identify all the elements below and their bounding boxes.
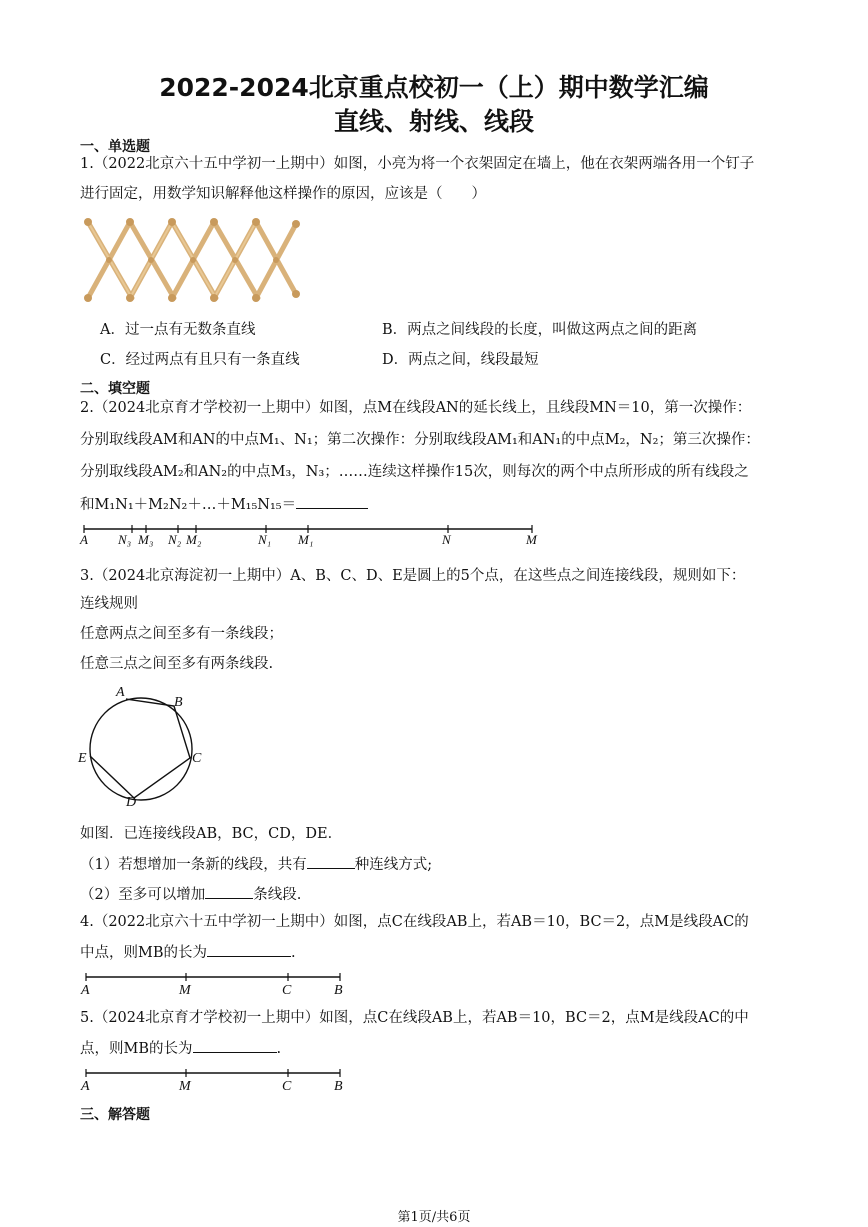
q5-line-1: 5.（2024北京育才学校初一上期中）如图，点C在线段AB上，若AB＝10，BC＝2，点M是线段AC的中	[80, 1010, 749, 1026]
q5-answer-blank[interactable]	[193, 1038, 277, 1053]
q3-line-5: 如图．已连接线段AB，BC，CD，DE．	[80, 826, 343, 842]
q3-line-2: 连线规则	[80, 596, 138, 612]
q5-label-b: B	[334, 1079, 343, 1092]
q1-option-c: C．经过两点有且只有一条直线	[100, 352, 300, 368]
q2-label-n2: N₂	[168, 532, 182, 547]
q3-sub2-blank[interactable]	[205, 884, 253, 899]
q3-sub2-prefix: （2）至多可以增加	[80, 887, 206, 903]
q2-line-1: 2.（2024北京育才学校初一上期中）如图，点M在线段AN的延长线上，且线段MN＝10，第一次操作：	[80, 400, 752, 416]
section-fill-blank: 二、填空题	[80, 381, 150, 397]
q2-line-2: 分别取线段AM和AN的中点M₁、N₁；第二次操作：分别取线段AM₁和AN₁的中点M₂，N₂；第三次操作：	[80, 432, 760, 448]
q3-line-4: 任意三点之间至多有两条线段.	[80, 656, 274, 672]
q1-option-a: A．过一点有无数条直线	[100, 322, 256, 338]
q2-label-n1: N₁	[258, 532, 272, 547]
q3-circle-figure	[76, 682, 210, 810]
q2-label-n: N	[442, 532, 451, 547]
q4-label-a: A	[81, 983, 90, 996]
q4-label-b: B	[334, 983, 343, 996]
q5-segment-figure	[76, 1064, 356, 1092]
q5-label-a: A	[81, 1079, 90, 1092]
q1-line-2: 进行固定，用数学知识解释他这样操作的原因，应该是（ ）	[80, 186, 486, 202]
q2-line-4	[80, 494, 792, 515]
q2-label-m1: M₁	[298, 532, 314, 547]
q4-label-m: M	[179, 983, 191, 996]
q2-label-m3: M₃	[138, 532, 154, 547]
q4-line-2: 中点，则MB的长为 .	[80, 942, 792, 963]
q2-label-m: M	[526, 532, 537, 547]
q1-line-1: 1.（2022北京六十五中学初一上期中）如图，小亮为将一个衣架固定在墙上，他在衣架两端各用一个钉子	[80, 156, 755, 172]
q4-prompt: 中点，则MB的长为	[80, 945, 208, 961]
q5-prompt: 点，则MB的长为	[80, 1041, 193, 1057]
q2-answer-blank[interactable]	[296, 494, 368, 509]
q3-sub-2	[80, 884, 792, 905]
q2-segment-figure	[76, 520, 546, 548]
q3-label-c: C	[192, 751, 202, 766]
q5-line-2: 点，则MB的长为 .	[80, 1038, 792, 1059]
section-single-choice: 一、单选题	[80, 139, 150, 155]
q5-label-c: C	[282, 1079, 292, 1092]
q3-sub1-prefix: （1）若想增加一条新的线段，共有	[80, 857, 307, 873]
section-solution: 三、解答题	[80, 1107, 150, 1123]
q2-label-n3: N₃	[118, 532, 132, 547]
q3-label-b: B	[174, 695, 183, 710]
q3-line-3: 任意两点之间至多有一条线段；	[80, 626, 283, 642]
q3-label-a: A	[116, 685, 125, 700]
q2-line-3: 分别取线段AM₂和AN₂的中点M₃，N₃；……连续这样操作15次，则每次的两个中点所形成的所有线段之	[80, 464, 749, 480]
q3-label-e: E	[78, 751, 87, 766]
q4-answer-blank[interactable]	[207, 942, 291, 957]
page-footer: 第1页/共6页	[397, 1210, 471, 1225]
q4-line-1: 4.（2022北京六十五中学初一上期中）如图，点C在线段AB上，若AB＝10，BC＝2，点M是线段AC的	[80, 914, 749, 930]
q4-label-c: C	[282, 983, 292, 996]
q2-label-m2: M₂	[186, 532, 202, 547]
q3-sub2-suffix: 条线段.	[253, 887, 302, 903]
coat-rack-image	[80, 214, 304, 306]
q3-sub1-blank[interactable]	[307, 854, 355, 869]
title-line-2: 直线、射线、线段	[333, 107, 534, 136]
q3-label-d: D	[126, 795, 137, 810]
q2-sum-expression: 和M₁N₁＋M₂N₂＋…＋M₁₅N₁₅＝	[80, 497, 297, 513]
q3-sub1-suffix: 种连线方式;	[354, 857, 433, 873]
q3-line-1: 3.（2024北京海淀初一上期中）A、B、C、D、E是圆上的5个点，在这些点之间连接线段，规则如下：	[80, 568, 746, 584]
q4-segment-figure	[76, 968, 356, 996]
q1-option-b: B．两点之间线段的长度，叫做这两点之间的距离	[382, 322, 698, 338]
q3-sub-1	[80, 854, 792, 875]
title-line-1: 2022-2024北京重点校初一（上）期中数学汇编	[159, 73, 709, 102]
q5-label-m: M	[179, 1079, 191, 1092]
q2-label-a: A	[80, 532, 88, 547]
q1-option-d: D．两点之间，线段最短	[382, 352, 539, 368]
